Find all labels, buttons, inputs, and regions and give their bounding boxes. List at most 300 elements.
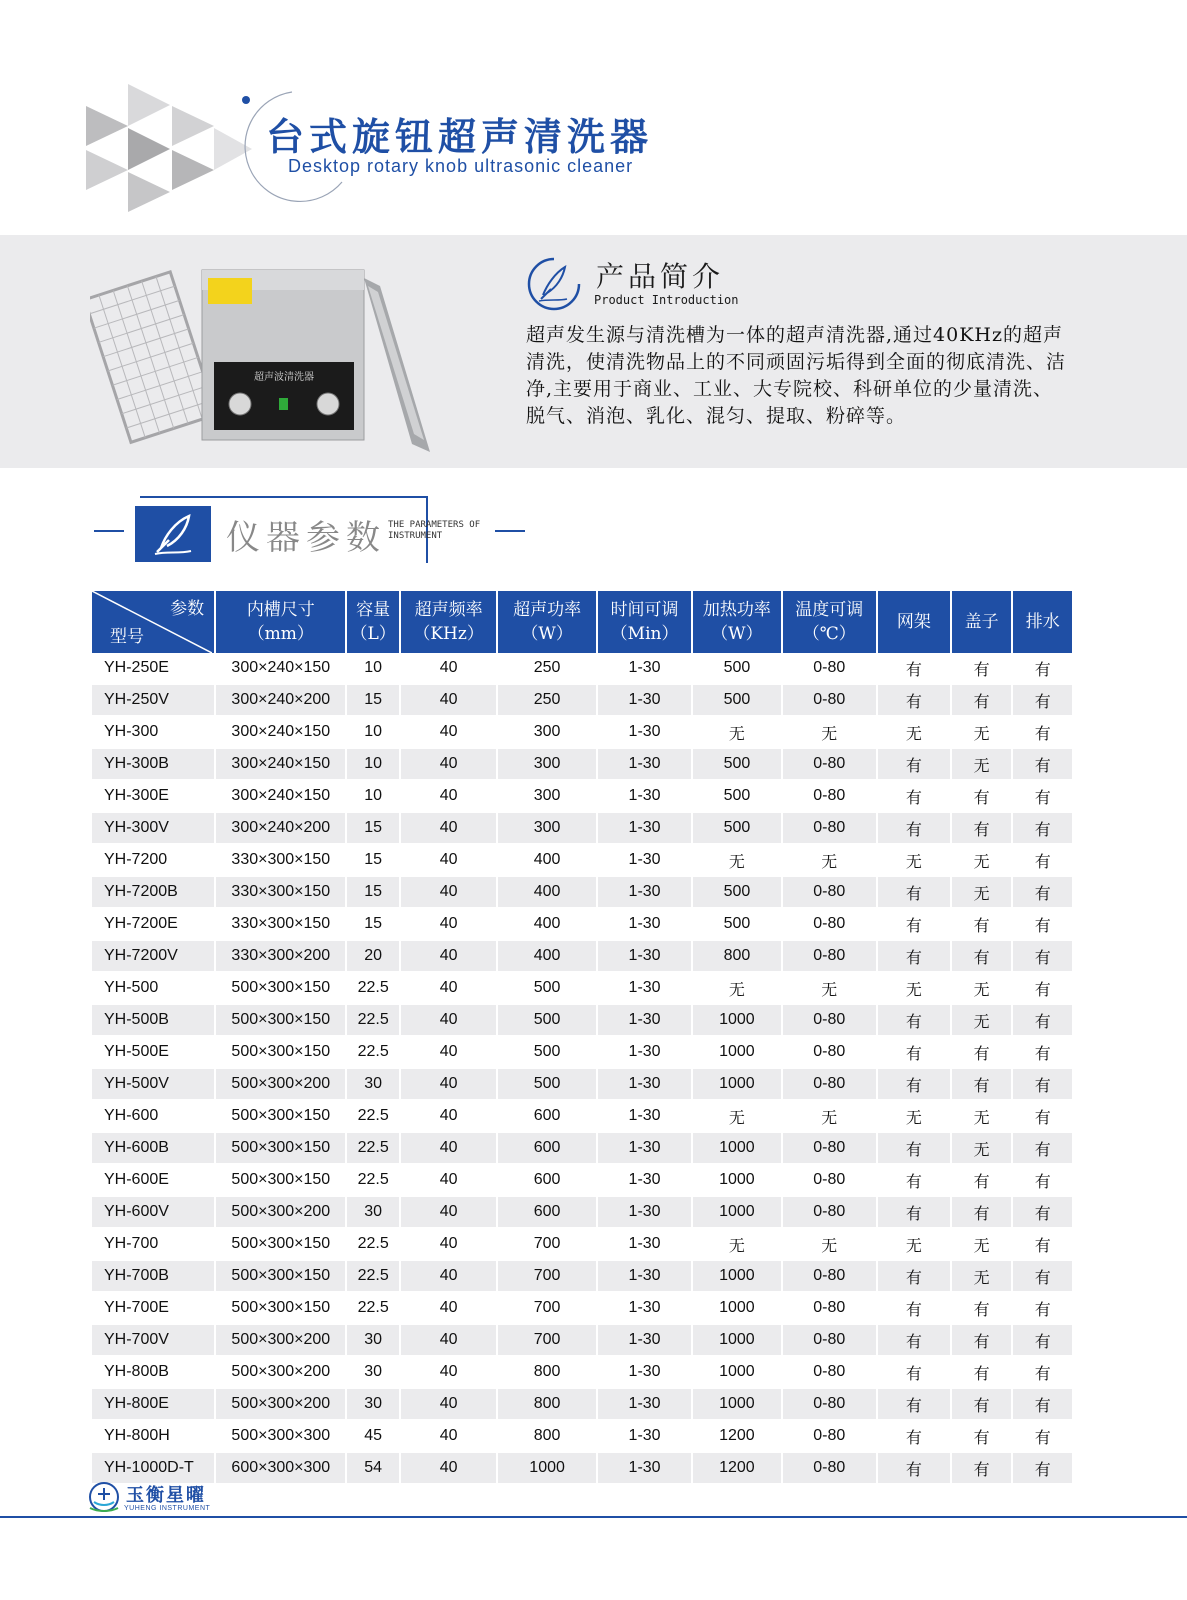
table-header-row: [92, 591, 1072, 653]
model-cell: YH-600: [92, 1100, 215, 1132]
table-cell: 有: [1012, 908, 1072, 940]
header-label: 时间可调: [610, 600, 679, 620]
table-cell: 有: [951, 1292, 1013, 1324]
table-cell: 300×240×150: [215, 780, 346, 812]
table-cell: 22.5: [346, 1100, 399, 1132]
table-cell: 1-30: [597, 1356, 692, 1388]
model-cell: YH-800B: [92, 1356, 215, 1388]
table-cell: 40: [400, 844, 497, 876]
header-label: 超声功率: [513, 600, 582, 620]
model-cell: YH-7200V: [92, 940, 215, 972]
page-subtitle: Desktop rotary knob ultrasonic cleaner: [288, 156, 634, 176]
intro-heading: 产品简介: [596, 260, 725, 293]
table-cell: 0-80: [782, 1036, 877, 1068]
model-cell: YH-600E: [92, 1164, 215, 1196]
table-cell: 30: [346, 1196, 399, 1228]
table-cell: 500×300×300: [215, 1420, 346, 1452]
table-cell: 30: [346, 1068, 399, 1100]
divider-line-right: [495, 530, 525, 532]
table-cell: 有: [951, 1164, 1013, 1196]
table-cell: 1-30: [597, 1036, 692, 1068]
header-corner-model: 型号: [110, 627, 144, 647]
table-cell: 无: [951, 1004, 1013, 1036]
table-cell: 1200: [692, 1420, 781, 1452]
table-cell: 0-80: [782, 908, 877, 940]
table-cell: 有: [877, 1004, 951, 1036]
table-cell: 有: [877, 1036, 951, 1068]
table-cell: 40: [400, 972, 497, 1004]
table-cell: 600: [497, 1100, 597, 1132]
table-cell: 有: [877, 1452, 951, 1484]
footer-logo-icon: [86, 1480, 122, 1514]
feather-logo-icon: [525, 255, 583, 313]
table-cell: 有: [951, 940, 1013, 972]
table-cell: 800: [497, 1356, 597, 1388]
table-cell: 1-30: [597, 1132, 692, 1164]
table-cell: 700: [497, 1228, 597, 1260]
table-cell: 500×300×150: [215, 1164, 346, 1196]
header-unit: （℃）: [802, 624, 856, 644]
param-heading-en: [388, 520, 480, 542]
table-cell: 有: [1012, 716, 1072, 748]
table-cell: 40: [400, 653, 497, 684]
table-row: [92, 812, 1072, 844]
table-cell: 500: [692, 684, 781, 716]
table-cell: 有: [877, 876, 951, 908]
table-cell: 有: [877, 812, 951, 844]
table-cell: 有: [951, 1196, 1013, 1228]
footer-line: [0, 1516, 1187, 1518]
table-cell: 有: [951, 1068, 1013, 1100]
table-cell: 1-30: [597, 1196, 692, 1228]
table-cell: 有: [877, 1292, 951, 1324]
table-cell: 有: [1012, 653, 1072, 684]
table-cell: 500×300×200: [215, 1068, 346, 1100]
table-row: [92, 1292, 1072, 1324]
table-cell: 500×300×150: [215, 1036, 346, 1068]
table-cell: 15: [346, 684, 399, 716]
table-cell: 500×300×200: [215, 1196, 346, 1228]
table-cell: 有: [951, 1452, 1013, 1484]
table-cell: 500: [497, 1036, 597, 1068]
table-cell: 有: [1012, 940, 1072, 972]
table-cell: 有: [1012, 1228, 1072, 1260]
divider-line-left: [94, 530, 124, 532]
param-heading-en-line2: INSTRUMENT: [388, 531, 443, 541]
table-cell: 0-80: [782, 940, 877, 972]
table-cell: 330×300×200: [215, 940, 346, 972]
table-cell: 无: [951, 876, 1013, 908]
table-cell: 无: [877, 1100, 951, 1132]
table-cell: 22.5: [346, 1004, 399, 1036]
table-cell: 有: [951, 1036, 1013, 1068]
table-cell: 500×300×200: [215, 1324, 346, 1356]
table-cell: 40: [400, 812, 497, 844]
table-cell: 1-30: [597, 972, 692, 1004]
header-label: 排水: [1025, 612, 1060, 632]
table-cell: 15: [346, 844, 399, 876]
model-cell: YH-250V: [92, 684, 215, 716]
table-cell: 600: [497, 1164, 597, 1196]
table-cell: 40: [400, 1324, 497, 1356]
table-cell: 0-80: [782, 1004, 877, 1036]
table-cell: 有: [877, 1420, 951, 1452]
model-cell: YH-7200B: [92, 876, 215, 908]
table-cell: 有: [1012, 1356, 1072, 1388]
model-cell: YH-300: [92, 716, 215, 748]
header-cell: [1012, 591, 1072, 653]
table-cell: 无: [951, 716, 1013, 748]
table-row: [92, 1228, 1072, 1260]
table-cell: 有: [1012, 780, 1072, 812]
model-cell: YH-800H: [92, 1420, 215, 1452]
table-cell: 1-30: [597, 844, 692, 876]
table-cell: 有: [1012, 1004, 1072, 1036]
table-cell: 15: [346, 908, 399, 940]
header-label: 盖子: [964, 612, 999, 632]
table-cell: 300: [497, 812, 597, 844]
table-cell: 0-80: [782, 1452, 877, 1484]
table-cell: 有: [1012, 1132, 1072, 1164]
header-cell: [497, 591, 597, 653]
table-cell: 250: [497, 684, 597, 716]
table-row: [92, 1420, 1072, 1452]
table-cell: 45: [346, 1420, 399, 1452]
table-cell: 无: [692, 716, 781, 748]
table-cell: 0-80: [782, 1068, 877, 1100]
table-cell: 有: [951, 1420, 1013, 1452]
table-cell: 500×300×150: [215, 1132, 346, 1164]
table-cell: 800: [497, 1420, 597, 1452]
table-row: [92, 748, 1072, 780]
table-cell: 330×300×150: [215, 908, 346, 940]
table-cell: 800: [692, 940, 781, 972]
product-image: [90, 262, 440, 452]
table-cell: 1-30: [597, 1164, 692, 1196]
table-row: [92, 1132, 1072, 1164]
table-cell: 无: [782, 1100, 877, 1132]
table-cell: 40: [400, 1260, 497, 1292]
table-cell: 1000: [692, 1388, 781, 1420]
model-cell: YH-500E: [92, 1036, 215, 1068]
table-cell: 有: [951, 1356, 1013, 1388]
table-cell: 22.5: [346, 1292, 399, 1324]
table-cell: 40: [400, 1292, 497, 1324]
table-cell: 有: [877, 1324, 951, 1356]
table-cell: 有: [877, 748, 951, 780]
table-cell: 无: [951, 1260, 1013, 1292]
table-cell: 1-30: [597, 748, 692, 780]
table-cell: 无: [951, 1228, 1013, 1260]
table-cell: 1000: [692, 1196, 781, 1228]
header-label: 超声频率: [414, 600, 483, 620]
model-cell: YH-7200: [92, 844, 215, 876]
table-cell: 40: [400, 748, 497, 780]
model-cell: YH-300V: [92, 812, 215, 844]
table-cell: 500: [497, 972, 597, 1004]
table-cell: 22.5: [346, 1132, 399, 1164]
header-unit: （Min）: [610, 624, 679, 644]
table-cell: 40: [400, 876, 497, 908]
table-cell: 有: [877, 1196, 951, 1228]
table-cell: 无: [782, 1228, 877, 1260]
table-cell: 500×300×150: [215, 1004, 346, 1036]
table-cell: 40: [400, 908, 497, 940]
table-row: [92, 1004, 1072, 1036]
table-cell: 无: [951, 1100, 1013, 1132]
header-label: 网架: [896, 612, 931, 632]
table-row: [92, 780, 1072, 812]
table-cell: 300×240×150: [215, 748, 346, 780]
table-cell: 无: [782, 716, 877, 748]
table-cell: 有: [877, 1164, 951, 1196]
table-cell: 40: [400, 1420, 497, 1452]
header-cell: [215, 591, 346, 653]
table-cell: 300×240×200: [215, 812, 346, 844]
table-cell: 1-30: [597, 1260, 692, 1292]
table-cell: 1-30: [597, 1388, 692, 1420]
triangle-pattern-decoration: [86, 84, 256, 214]
table-cell: 1-30: [597, 1452, 692, 1484]
table-cell: 10: [346, 716, 399, 748]
table-cell: 1-30: [597, 1004, 692, 1036]
table-cell: 40: [400, 1068, 497, 1100]
table-cell: 40: [400, 1228, 497, 1260]
table-cell: 有: [877, 684, 951, 716]
table-cell: 无: [877, 844, 951, 876]
table-cell: 0-80: [782, 1164, 877, 1196]
table-cell: 500×300×150: [215, 1100, 346, 1132]
header-unit: （L）: [350, 624, 396, 644]
table-cell: 有: [1012, 1388, 1072, 1420]
table-cell: 600: [497, 1132, 597, 1164]
table-cell: 700: [497, 1292, 597, 1324]
table-row: [92, 1260, 1072, 1292]
table-cell: 15: [346, 812, 399, 844]
feather-logo-icon: [135, 506, 211, 562]
table-cell: 有: [951, 908, 1013, 940]
table-cell: 500: [692, 780, 781, 812]
table-cell: 300×240×150: [215, 653, 346, 684]
table-cell: 有: [1012, 1164, 1072, 1196]
table-cell: 15: [346, 876, 399, 908]
table-cell: 有: [877, 1388, 951, 1420]
table-cell: 1-30: [597, 1292, 692, 1324]
table-cell: 0-80: [782, 1132, 877, 1164]
header-unit: （mm）: [247, 624, 314, 644]
table-cell: 有: [1012, 1452, 1072, 1484]
table-cell: 500: [692, 908, 781, 940]
table-cell: 1000: [692, 1036, 781, 1068]
table-cell: 1000: [692, 1292, 781, 1324]
table-cell: 有: [951, 1324, 1013, 1356]
table-cell: 有: [1012, 1100, 1072, 1132]
table-cell: 500: [692, 653, 781, 684]
table-cell: 无: [877, 716, 951, 748]
header-corner-param: 参数: [170, 599, 205, 619]
table-cell: 有: [877, 780, 951, 812]
table-cell: 40: [400, 1196, 497, 1228]
table-cell: 无: [692, 972, 781, 1004]
table-cell: 1000: [692, 1324, 781, 1356]
table-row: [92, 1100, 1072, 1132]
model-cell: YH-800E: [92, 1388, 215, 1420]
table-cell: 1000: [692, 1068, 781, 1100]
table-cell: 40: [400, 1100, 497, 1132]
table-cell: 54: [346, 1452, 399, 1484]
table-cell: 0-80: [782, 653, 877, 684]
table-cell: 无: [692, 1100, 781, 1132]
table-cell: 330×300×150: [215, 876, 346, 908]
table-cell: 1-30: [597, 1324, 692, 1356]
table-row: [92, 716, 1072, 748]
table-cell: 1000: [497, 1452, 597, 1484]
table-cell: 0-80: [782, 748, 877, 780]
model-cell: YH-600V: [92, 1196, 215, 1228]
table-row: [92, 972, 1072, 1004]
model-cell: YH-7200E: [92, 908, 215, 940]
table-cell: 1000: [692, 1132, 781, 1164]
table-cell: 有: [951, 780, 1013, 812]
header-cell: [597, 591, 692, 653]
table-cell: 22.5: [346, 1164, 399, 1196]
model-cell: YH-300E: [92, 780, 215, 812]
table-cell: 600×300×300: [215, 1452, 346, 1484]
table-cell: 1-30: [597, 684, 692, 716]
header-cell: [692, 591, 781, 653]
table-cell: 1-30: [597, 1420, 692, 1452]
table-cell: 有: [1012, 748, 1072, 780]
table-cell: 无: [951, 844, 1013, 876]
table-cell: 400: [497, 844, 597, 876]
table-cell: 0-80: [782, 684, 877, 716]
table-cell: 22.5: [346, 1260, 399, 1292]
footer-brand-en: YUHENG INSTRUMENT: [124, 1505, 211, 1512]
table-cell: 有: [877, 1356, 951, 1388]
table-cell: 500×300×200: [215, 1388, 346, 1420]
table-cell: 有: [877, 1132, 951, 1164]
table-cell: 无: [782, 844, 877, 876]
table-cell: 0-80: [782, 812, 877, 844]
table-cell: 无: [877, 972, 951, 1004]
table-cell: 1000: [692, 1260, 781, 1292]
table-cell: 有: [1012, 812, 1072, 844]
table-cell: 有: [877, 653, 951, 684]
table-cell: 700: [497, 1324, 597, 1356]
table-cell: 有: [1012, 684, 1072, 716]
table-cell: 有: [877, 1260, 951, 1292]
table-row: [92, 876, 1072, 908]
table-cell: 1200: [692, 1452, 781, 1484]
header-label: 加热功率: [702, 600, 771, 620]
model-cell: YH-700: [92, 1228, 215, 1260]
table-cell: 500×300×150: [215, 1292, 346, 1324]
model-cell: YH-700E: [92, 1292, 215, 1324]
header-corner-cell: [92, 591, 215, 653]
table-row: [92, 1356, 1072, 1388]
header-cell: [877, 591, 951, 653]
table-cell: 1-30: [597, 1068, 692, 1100]
header-cell: [400, 591, 497, 653]
table-cell: 40: [400, 780, 497, 812]
spec-table: [92, 591, 1072, 1485]
table-cell: 30: [346, 1324, 399, 1356]
table-cell: 40: [400, 1356, 497, 1388]
table-cell: 1-30: [597, 940, 692, 972]
table-cell: 500: [497, 1004, 597, 1036]
table-cell: 800: [497, 1388, 597, 1420]
table-cell: 500: [692, 812, 781, 844]
table-cell: 500×300×150: [215, 1260, 346, 1292]
table-cell: 0-80: [782, 1324, 877, 1356]
table-row: [92, 684, 1072, 716]
model-cell: YH-700B: [92, 1260, 215, 1292]
model-cell: YH-500B: [92, 1004, 215, 1036]
table-cell: 300: [497, 780, 597, 812]
table-cell: 无: [692, 844, 781, 876]
table-cell: 30: [346, 1388, 399, 1420]
table-cell: 0-80: [782, 876, 877, 908]
table-cell: 有: [1012, 876, 1072, 908]
model-cell: YH-700V: [92, 1324, 215, 1356]
table-cell: 无: [951, 972, 1013, 1004]
table-cell: 有: [1012, 1196, 1072, 1228]
table-cell: 1-30: [597, 1100, 692, 1132]
header-cell: [346, 591, 399, 653]
table-cell: 300: [497, 748, 597, 780]
table-cell: 500: [692, 748, 781, 780]
table-cell: 1000: [692, 1164, 781, 1196]
table-cell: 30: [346, 1356, 399, 1388]
table-row: [92, 1452, 1072, 1484]
table-cell: 1000: [692, 1004, 781, 1036]
table-cell: 40: [400, 1132, 497, 1164]
table-cell: 有: [877, 1068, 951, 1100]
table-cell: 0-80: [782, 1260, 877, 1292]
header-unit: （W）: [711, 624, 763, 644]
table-cell: 10: [346, 748, 399, 780]
footer-brand: 玉衡星曜: [126, 1485, 206, 1506]
table-cell: 40: [400, 1036, 497, 1068]
table-cell: 有: [1012, 844, 1072, 876]
page-title: 台式旋钮超声清洗器: [266, 114, 654, 159]
table-cell: 有: [877, 940, 951, 972]
table-cell: 有: [1012, 1292, 1072, 1324]
table-row: [92, 1324, 1072, 1356]
table-cell: 40: [400, 1164, 497, 1196]
table-cell: 1-30: [597, 653, 692, 684]
table-cell: 有: [951, 653, 1013, 684]
table-cell: 有: [1012, 1420, 1072, 1452]
header-label: 容量: [356, 600, 391, 620]
table-row: [92, 653, 1072, 684]
table-row: [92, 1068, 1072, 1100]
table-cell: 500: [692, 876, 781, 908]
header-label: 温度可调: [795, 600, 864, 620]
table-row: [92, 1164, 1072, 1196]
table-cell: 有: [951, 812, 1013, 844]
panel-label: 超声波清洗器: [254, 372, 314, 383]
table-cell: 400: [497, 940, 597, 972]
table-cell: 1-30: [597, 1228, 692, 1260]
table-cell: 无: [692, 1228, 781, 1260]
table-cell: 有: [1012, 1260, 1072, 1292]
table-cell: 无: [951, 1132, 1013, 1164]
table-cell: 300×240×150: [215, 716, 346, 748]
intro-text: 超声发生源与清洗槽为一体的超声清洗器,通过40KHz的超声清洗，使清洗物品上的不同顽固污垢得到全面的彻底清洗、洁净,主要用于商业、工业、大专院校、科研单位的少量清洗、脱气、消泡、乳化、混匀、提取、粉碎等。: [526, 324, 1067, 427]
table-cell: 300: [497, 716, 597, 748]
header-label: 内槽尺寸: [246, 600, 315, 620]
